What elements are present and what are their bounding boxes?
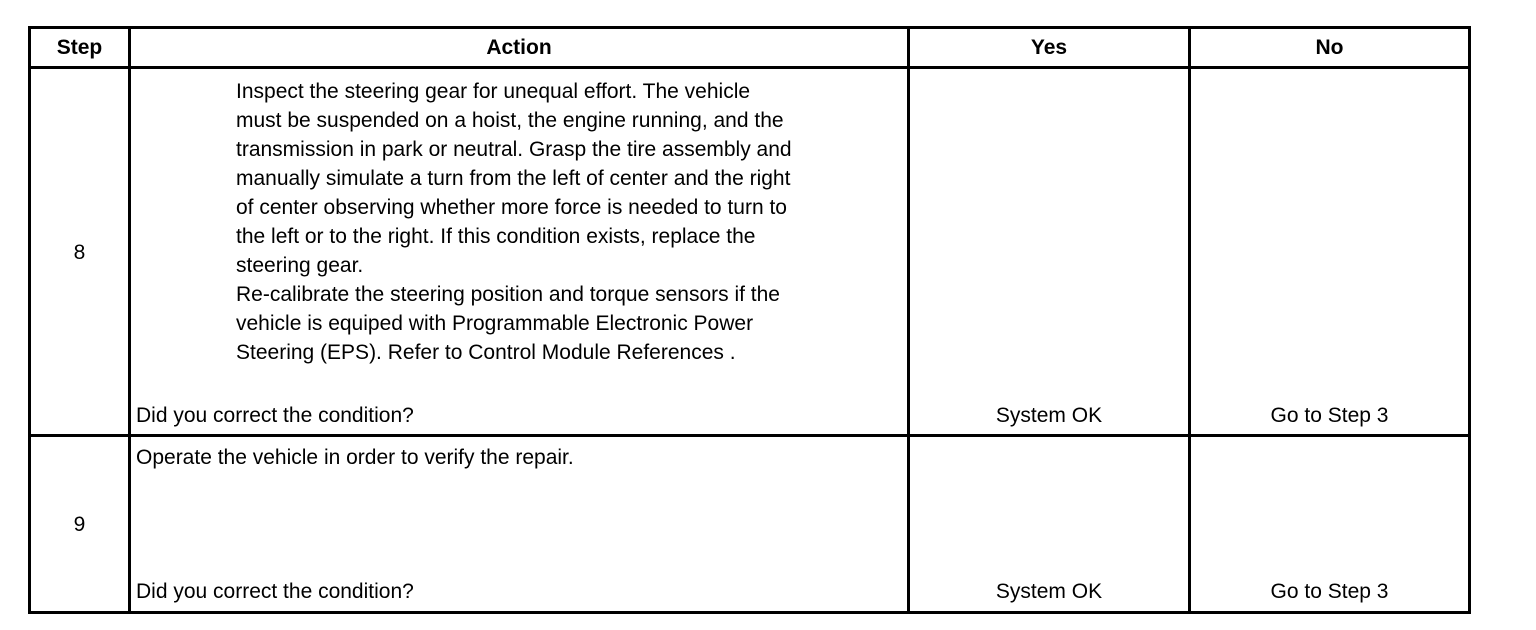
column-divider-action — [907, 26, 910, 614]
step-number-9: 9 — [73, 513, 86, 536]
step-9-question: Did you correct the condition? — [136, 580, 414, 603]
step-9-instruction: Operate the vehicle in order to verify the repair. — [136, 446, 574, 469]
step-8-procedure — [236, 77, 906, 367]
step-9-yes-result: System OK — [995, 580, 1103, 603]
row-divider-8-9 — [28, 434, 1471, 437]
procedure-line: must be suspended on a hoist, the engine running, and the — [236, 109, 784, 132]
step-8-yes-result: System OK — [995, 404, 1103, 427]
procedure-line: Re-calibrate the steering position and torque sensors if the — [236, 283, 780, 306]
header-row-divider — [28, 66, 1471, 69]
step-number-8: 8 — [73, 241, 86, 264]
procedure-line: Steering (EPS). Refer to Control Module References . — [236, 341, 736, 364]
header-yes: Yes — [1030, 36, 1068, 59]
step-8-no-result: Go to Step 3 — [1270, 404, 1389, 427]
procedure-line: vehicle is equiped with Programmable Electronic Power — [236, 312, 754, 335]
procedure-line: of center observing whether more force is needed to turn to — [236, 196, 787, 219]
header-action: Action — [486, 36, 552, 59]
procedure-line: the left or to the right. If this condition exists, replace the — [236, 225, 756, 248]
column-divider-step — [128, 26, 131, 614]
step-8-question: Did you correct the condition? — [136, 404, 414, 427]
step-9-no-result: Go to Step 3 — [1270, 580, 1389, 603]
column-divider-yes — [1188, 26, 1191, 614]
procedure-line: transmission in park or neutral. Grasp the tire assembly and — [236, 138, 792, 161]
header-no: No — [1315, 36, 1344, 59]
procedure-line: steering gear. — [236, 254, 364, 277]
procedure-line: manually simulate a turn from the left of center and the right — [236, 167, 791, 190]
procedure-line: Inspect the steering gear for unequal effort. The vehicle — [236, 80, 751, 103]
header-step: Step — [56, 36, 103, 59]
